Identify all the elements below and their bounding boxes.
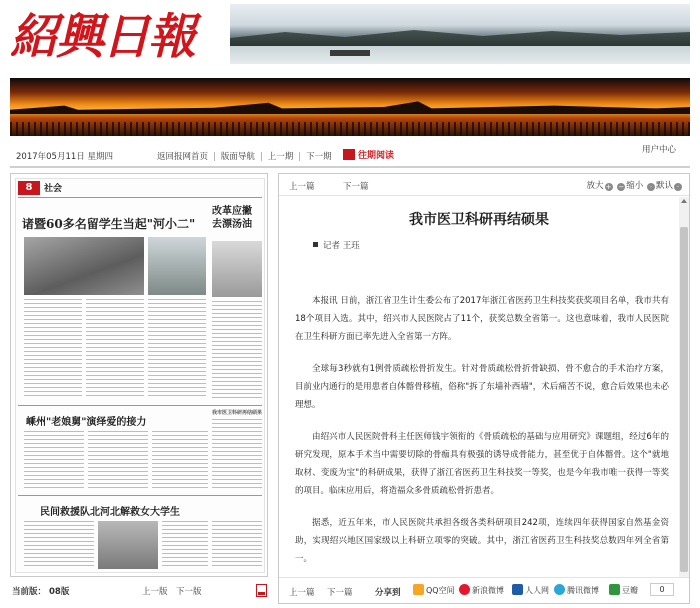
article-text-block [86, 299, 144, 399]
river-photo [148, 237, 206, 295]
article-text-block [152, 431, 208, 491]
newspaper-page-panel [10, 173, 268, 577]
banner-pier [330, 50, 370, 56]
default-size-button[interactable] [646, 181, 683, 191]
article-text-block [24, 299, 82, 399]
article-text-block [148, 299, 206, 399]
share-renren-label: 人人网 [525, 586, 549, 595]
page-section: 社会 [44, 184, 63, 194]
qzone-icon [413, 584, 424, 595]
user-center-link[interactable]: 用户中心 [641, 145, 676, 155]
article-text-block [162, 521, 208, 569]
article-panel [278, 173, 690, 604]
page-rule [18, 495, 262, 496]
share-renren[interactable] [512, 584, 549, 596]
share-count: 0 [650, 583, 674, 596]
shaoxing-daily-logo[interactable]: 紹興日報 [10, 9, 195, 65]
current-page-label: 当前版： [12, 587, 47, 597]
nav-link-page-nav[interactable]: 版面导航 [220, 152, 255, 162]
byline-square-icon [313, 242, 318, 247]
past-reading-label: 往期阅读 [358, 151, 395, 161]
share-weibo-label: 新浪微博 [472, 586, 504, 595]
pdf-icon[interactable] [256, 584, 267, 597]
article-paragraph: 全球每3秒就有1例骨质疏松骨折发生。针对骨质疏松骨折骨缺损、骨不愈合的手术治疗方案，目前业内通行的是用患者自体髂骨移植，俗称"拆了东墙补西墙"，术后痛苦不说，愈合后效果也未必理想。 [295, 364, 669, 410]
banner-reeds [10, 122, 690, 136]
nav-links [157, 150, 332, 162]
dot-icon: · [647, 183, 655, 191]
rescue-photo [98, 521, 158, 569]
article-text-block [24, 431, 84, 491]
prev-page-button[interactable]: 上一版 [142, 587, 168, 597]
banner-water [230, 46, 690, 64]
page-pager [10, 580, 268, 602]
side-headline[interactable]: 改革应撇去漂汤油 [212, 206, 252, 230]
next-article-button[interactable]: 下一篇 [343, 182, 369, 192]
banner-lake-photo [230, 4, 690, 64]
default-size-label: 默认 [655, 181, 673, 191]
article-text-block [212, 521, 262, 569]
calendar-icon [343, 149, 355, 160]
article-text-block [212, 301, 262, 401]
top-nav-bar [10, 140, 690, 170]
tencent-weibo-icon [554, 584, 565, 595]
share-qzone-label: QQ空间 [426, 586, 455, 595]
share-tencent-label: 腾讯微博 [567, 586, 599, 595]
share-label: 分享到 [375, 588, 401, 598]
banner-sunset-photo [10, 78, 690, 136]
article-byline [313, 239, 360, 251]
newspaper-page-image[interactable] [15, 178, 265, 573]
current-page-indicator [12, 585, 69, 597]
article-text-block [24, 521, 94, 569]
nav-separator: | [298, 152, 302, 162]
renren-icon [512, 584, 523, 595]
portrait-photo [212, 241, 262, 297]
next-page-button[interactable]: 下一版 [176, 587, 202, 597]
article-content[interactable] [279, 197, 679, 577]
font-size-controls [587, 179, 683, 191]
article-text-block [212, 419, 262, 489]
article-footer [279, 577, 689, 603]
headline-rescue[interactable]: 民间救援队北河北解救女大学生 [40, 507, 180, 518]
byline-text: 记者 王珏 [323, 241, 360, 251]
nav-separator: | [259, 152, 263, 162]
article-paragraph: 本报讯 日前，浙江省卫生计生委公布了2017年浙江省医药卫生科技奖获奖项目名单，我市共有18个项目入选。其中，绍兴市人民医院占了11个，获奖总数全省第一。这也意味着，我市人民医院在卫生科研方面已率先进入全省第一方阵。 [295, 296, 669, 342]
prev-article-button[interactable]: 上一篇 [289, 182, 315, 192]
article-scrollbar[interactable] [679, 197, 689, 577]
nav-divider [10, 166, 690, 168]
headline-students[interactable]: 诸暨60多名留学生当起"河小二" [22, 217, 196, 231]
page-rule [18, 197, 262, 198]
share-tencent-weibo[interactable] [554, 584, 599, 596]
issue-date: 2017年05月11日 星期四 [16, 152, 113, 162]
prev-article-button-bottom[interactable]: 上一篇 [289, 588, 315, 598]
share-douban[interactable] [609, 584, 638, 596]
next-article-button-bottom[interactable]: 下一篇 [327, 588, 353, 598]
banner-hills [230, 26, 690, 46]
douban-icon [609, 584, 620, 595]
page-rule [18, 405, 262, 406]
zoom-out-label: 缩小 [626, 181, 644, 191]
nav-link-prev-issue[interactable]: 上一期 [267, 152, 294, 162]
share-weibo[interactable] [459, 584, 504, 596]
article-text-block [88, 431, 148, 491]
current-page-value: 08版 [48, 587, 70, 597]
article-paragraph: 由绍兴市人民医院骨科主任医师钱宇领衔的《骨质疏松的基础与应用研究》课题组，经过6年的研究发现，原本手术当中需要切除的骨痂具有极强的诱导成骨能力，甚至优于自体髂骨。这个"就地取材、变废为宝"的科研成果，获得了浙江省医药卫生科技奖一等奖，也是今年我市唯一获得一等奖的项目。临床应用后，将造福众多骨质疏松骨折患者。 [295, 432, 669, 496]
banner-treeline [10, 100, 690, 114]
nav-link-home[interactable]: 返回报网首页 [157, 152, 209, 162]
page-number: 8 [18, 181, 40, 195]
students-photo [24, 237, 144, 295]
weibo-icon [459, 584, 470, 595]
dot-icon: · [674, 183, 682, 191]
headline-mediator[interactable]: 嵊州"老娘舅"演绎爱的接力 [26, 417, 147, 428]
masthead [0, 0, 700, 140]
article-title: 我市医卫科研再结硕果 [409, 212, 549, 228]
share-qzone[interactable] [413, 584, 455, 596]
nav-separator: | [213, 152, 216, 162]
past-reading-button[interactable] [343, 148, 394, 161]
nav-link-next-issue[interactable]: 下一期 [306, 152, 332, 162]
zoom-out-button[interactable] [616, 181, 643, 191]
minus-icon: − [618, 183, 625, 191]
zoom-in-label: 放大 [586, 181, 604, 191]
scroll-up-arrow-icon[interactable] [681, 199, 687, 203]
article-toolbar [279, 174, 689, 196]
scrollbar-thumb[interactable] [680, 227, 688, 572]
small-headline[interactable]: 我市医卫科研再结硕果 [212, 410, 263, 416]
share-douban-label: 豆瓣 [622, 586, 638, 595]
article-paragraph: 据悉，近五年来，市人民医院共承担各级各类科研项目242项，连续四年获得国家自然基金资助，实现绍兴地区国家级以上科研立项零的突破。其中，浙江省医药卫生科技奖总数四年列全省第一。 [295, 518, 669, 564]
plus-icon: + [605, 183, 612, 191]
zoom-in-button[interactable] [587, 181, 614, 191]
article-body [295, 292, 669, 577]
